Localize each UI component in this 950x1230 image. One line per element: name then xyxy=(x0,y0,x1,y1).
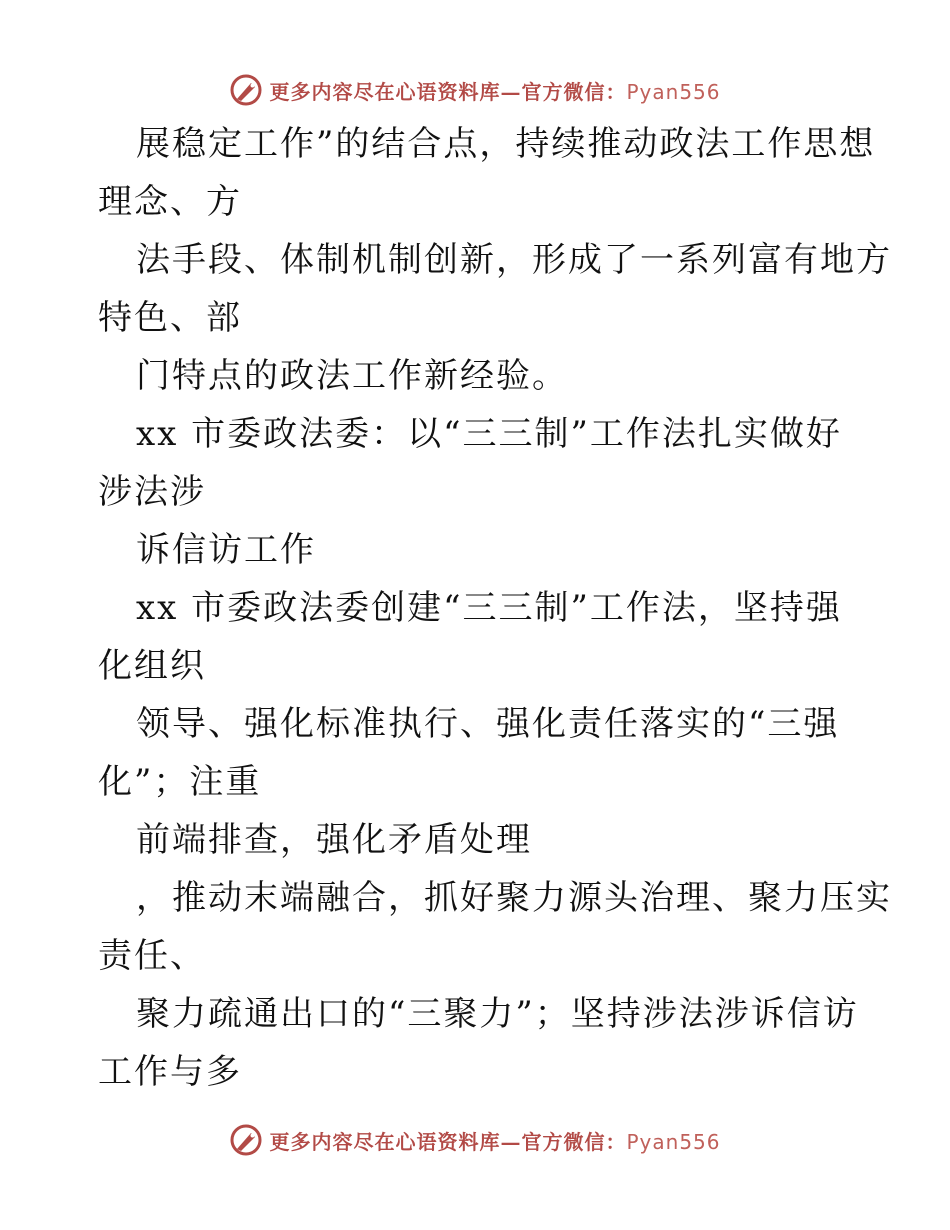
text-line: 展稳定工作”的结合点，持续推动政法工作思想 xyxy=(136,124,876,164)
text-line: 化组织 xyxy=(98,646,206,686)
text-line: 聚力疏通出口的“三聚力”；坚持涉法涉诉信访 xyxy=(136,994,859,1034)
watermark-handle: Pyan556 xyxy=(626,1129,721,1154)
text-line: 门特点的政法工作新经验。 xyxy=(136,356,568,396)
text-line: 诉信访工作 xyxy=(136,530,316,570)
text-line: 领导、强化标准执行、强化责任落实的“三强 xyxy=(136,704,840,744)
watermark-text xyxy=(269,76,720,105)
text-line: 特色、部 xyxy=(98,298,242,338)
pen-nib-circle-icon xyxy=(229,1123,263,1157)
text-line: 理念、方 xyxy=(98,182,242,222)
header-watermark xyxy=(0,70,950,110)
text-line: 法手段、体制机制创新，形成了一系列富有地方 xyxy=(136,240,892,280)
watermark-handle: Pyan556 xyxy=(626,79,721,104)
pen-nib-circle-icon xyxy=(229,73,263,107)
watermark-label: 更多内容尽在心语资料库—官方微信： xyxy=(269,1129,627,1154)
text-line: 工作与多 xyxy=(98,1052,242,1092)
text-line: 化”；注重 xyxy=(98,762,262,802)
footer-watermark xyxy=(0,1120,950,1160)
watermark-label: 更多内容尽在心语资料库—官方微信： xyxy=(269,79,627,104)
text-line: 涉法涉 xyxy=(98,472,206,512)
watermark-text xyxy=(269,1126,720,1155)
text-line: xx 市委政法委创建“三三制”工作法，坚持强 xyxy=(136,588,842,628)
text-line: 前端排查，强化矛盾处理 xyxy=(136,820,532,860)
text-line: 责任、 xyxy=(98,936,206,976)
text-line: xx 市委政法委：以“三三制”工作法扎实做好 xyxy=(136,414,842,454)
text-line: ，推动末端融合，抓好聚力源头治理、聚力压实 xyxy=(136,878,892,918)
